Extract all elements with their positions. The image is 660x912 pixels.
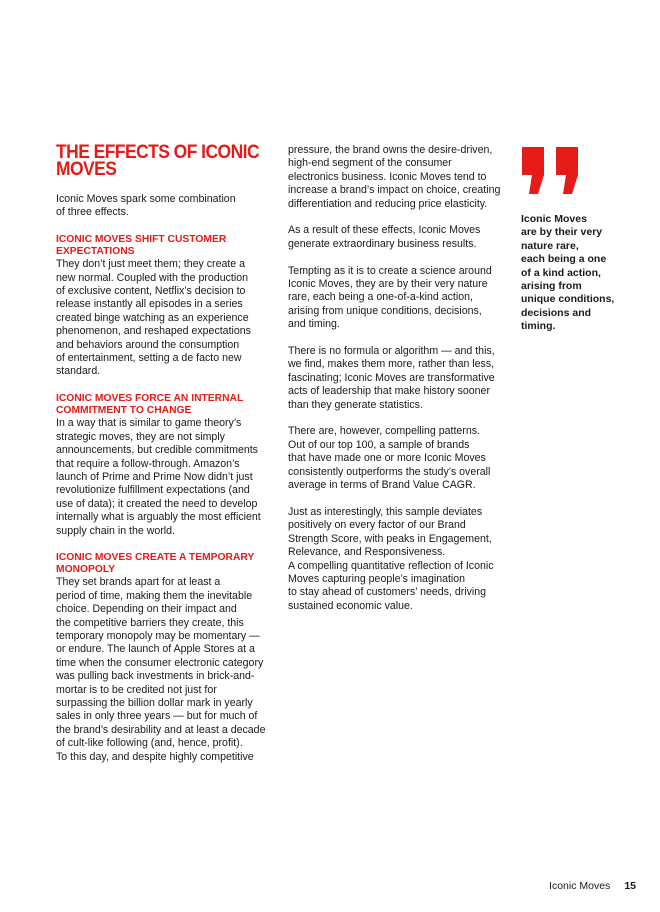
section-internal-commitment (56, 393, 272, 538)
body-paragraph: pressure, the brand owns the desire-driven, high-end segment of the consumer electronics business. Iconic Moves tend to increase a brand’s impact on choice, creating differentiation and reducing price elasticity. (288, 144, 501, 210)
section-heading: ICONIC MOVES SHIFT CUSTOMER EXPECTATIONS (56, 233, 227, 258)
page-title: THE EFFECTS OF ICONIC MOVES (56, 142, 260, 180)
body-paragraph: Tempting as it is to create a science around Iconic Moves, they are by their very nature rare, each being a one-of-a-kind action, arising from unique conditions, decisions, and timing. (288, 264, 492, 331)
section-temporary-monopoly (56, 552, 272, 764)
body-paragraph: There are, however, compelling patterns. Out of our top 100, a sample of brands that have made one or more Iconic Moves consistently outperforms the study’s overall average in terms of Brand Value CAGR. (288, 425, 491, 492)
middle-column (288, 144, 508, 627)
section-shift-expectations (56, 234, 272, 379)
left-column (56, 144, 272, 778)
section-body: In a way that is similar to game theory’s strategic moves, they are not simply announcements, but credible commitments that require a follow-through. Amazon’s launch of Prime and Prime Now didn’t just revolutionize fulfillment expectations (and use of data); it created the need to develop internally what is arguably the most efficient supply chain in the world. (56, 417, 261, 537)
section-heading: ICONIC MOVES FORCE AN INTERNAL COMMITMENT TO CHANGE (56, 392, 244, 417)
page-footer (549, 880, 636, 892)
page-number: 15 (624, 880, 636, 892)
intro-paragraph: Iconic Moves spark some combination of three effects. (56, 193, 236, 219)
body-paragraph: There is no formula or algorithm — and this, we find, makes them more, rather than less, fascinating; Iconic Moves are transformative acts of leadership that make history sooner than they generate statistics. (288, 345, 495, 411)
body-paragraph: As a result of these effects, Iconic Moves generate extraordinary business results. (288, 224, 481, 250)
pull-quote-column (521, 144, 639, 334)
section-body: They set brands apart for at least a period of time, making them the inevitable choice. Depending on their impact and the competitive barriers they create, this temporary monopoly may be momentary — or endure. The launch of Apple Stores at a time when the consumer electronic category was pulling back investments in brick-and- mortar is to be credited not just for surpassing the billion dollar mark in yearly sales in only three years — but for much of the brand’s desirability and at least a decade of cult-like following (and, hence, profit). To this day, and despite highly competitive (56, 576, 266, 763)
section-body: They don’t just meet them; they create a new normal. Coupled with the production of exclusive content, Netflix’s decision to release instantly all episodes in a series created binge watching as an experience phenomenon, and reshaped expectations and behaviors around the consumption of entertainment, setting a de facto new standard. (56, 258, 251, 378)
quote-mark-icon (521, 145, 579, 195)
pull-quote: Iconic Moves are by their very nature rare, each being a one of a kind action, arising from unique conditions, decisions and timing. (521, 213, 615, 333)
footer-label: Iconic Moves (549, 880, 611, 892)
body-paragraph: Just as interestingly, this sample deviates positively on every factor of our Brand Strength Score, with peaks in Engagement, Relevance, and Responsiveness. A compelling quantitative reflection of Iconic Moves capturing people’s imagination to stay ahead of customers’ needs, driving sustained economic value. (288, 505, 494, 612)
section-heading: ICONIC MOVES CREATE A TEMPORARY MONOPOLY (56, 551, 255, 576)
